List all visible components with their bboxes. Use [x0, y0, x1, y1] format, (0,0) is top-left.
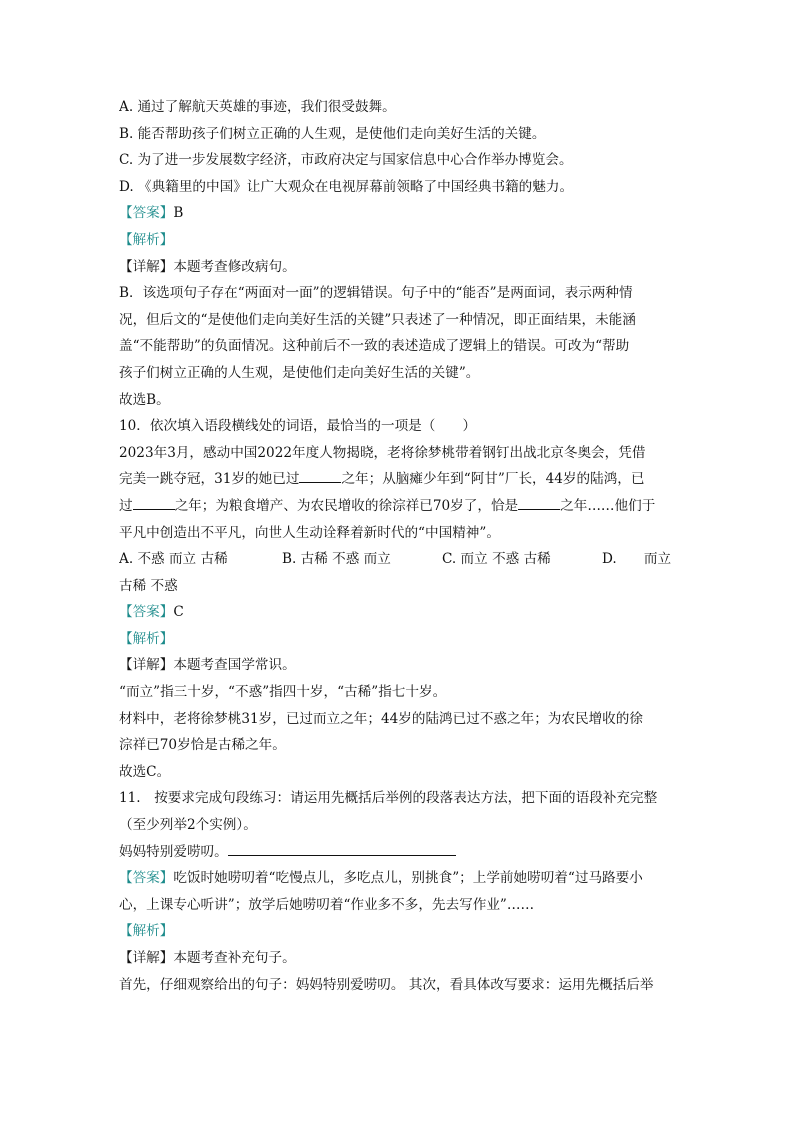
q9-answer	[119, 200, 679, 227]
q10-option-b: B. 古稀 不惑 而立	[282, 551, 391, 568]
q11-detail	[119, 945, 679, 972]
passage-text: 之年；为粮食增产、为农民增收的徐淙祥已70岁了，恰是	[174, 497, 519, 514]
q10-option-d: D. 而立	[602, 551, 672, 568]
answer-blank	[228, 841, 456, 856]
answer-tag: 【答案】	[119, 604, 174, 621]
q9-option-c: C. 为了进一步发展数字经济，市政府决定与国家信息中心合作举办博览会。	[119, 152, 573, 169]
passage-text: 之年；从脑瘫少年到“阿甘”厂长，44岁的陆鸿，已	[341, 471, 645, 488]
analysis-tag: 【解析】	[119, 923, 174, 940]
passage-text: 过	[119, 497, 133, 514]
q10-explanation-3: 淙祥已70岁恰是古稀之年。	[119, 737, 286, 754]
detail-text: 本题考查补充句子。	[173, 950, 296, 966]
answer-value: B	[173, 205, 184, 222]
q9-conclusion: 故选B。	[119, 391, 170, 408]
answer-value: C	[173, 604, 184, 621]
q10-passage-1: 2023年3月，感动中国2022年度人物揭晓，老将徐梦桃带着钢钉出战北京冬奥会，凭借	[119, 444, 646, 461]
answer-text: 吃饭时她唠叨着“吃慢点儿，多吃点儿，别挑食”；上学前她唠叨着“过马路要小	[173, 870, 643, 887]
q9-detail	[119, 254, 679, 281]
passage-text: 之年……他们于	[560, 497, 656, 514]
detail-tag: 【详解】	[119, 657, 174, 674]
q9-explanation-2: 况，但后文的“是使他们走向美好生活的关键”只表述了一种情况，即正面结果，未能涵	[119, 311, 636, 328]
q9-explanation-1: B．该选项句子存在“两面对一面”的逻辑错误。句子中的“能否”是两面词，表示两种情	[119, 285, 633, 302]
q11-answer-2: 心，上课专心听讲”；放学后她唠叨着“作业多不多，先去写作业”……	[119, 896, 535, 913]
q10-detail	[119, 652, 679, 679]
fill-blank-2	[133, 495, 175, 510]
q11-stem-2: （至少列举2个实例）。	[119, 817, 257, 834]
analysis-tag: 【解析】	[119, 630, 174, 647]
q9-explanation-4: 孩子们树立正确的人生观，是使他们走向美好生活的关键”。	[119, 364, 480, 381]
answer-tag: 【答案】	[119, 205, 174, 222]
detail-text: 本题考查国学常识。	[173, 657, 296, 674]
q10-conclusion: 故选C。	[119, 763, 171, 780]
fill-blank-3	[518, 495, 560, 510]
q10-passage-4: 平凡中创造出不平凡，向世人生动诠释着新时代的“中国精神”。	[119, 524, 500, 541]
q9-option-b: B. 能否帮助孩子们树立正确的人生观，是使他们走向美好生活的关键。	[119, 125, 546, 142]
q10-analysis	[119, 626, 679, 653]
q10-passage-2	[119, 466, 679, 493]
answer-tag: 【答案】	[119, 870, 174, 887]
q9-option-d: D. 《典籍里的中国》让广大观众在电视屏幕前领略了中国经典书籍的魅力。	[119, 178, 574, 195]
q10-passage-3	[119, 493, 679, 520]
q11-answer-1	[119, 865, 679, 892]
q9-option-a: A. 通过了解航天英雄的事迹，我们很受鼓舞。	[119, 99, 396, 115]
prompt-text: 妈妈特别爱唠叨。	[119, 843, 228, 860]
fill-blank-1	[299, 468, 341, 483]
q10-explanation-1: “而立”指三十岁，“不惑”指四十岁，“古稀”指七十岁。	[119, 684, 447, 701]
passage-text: 完美一跳夺冠，31岁的她已过	[119, 471, 300, 488]
q10-options	[119, 546, 679, 573]
q9-explanation-3: 盖“不能帮助”的负面情况。这种前后不一致的表述造成了逻辑上的错误。可改为“帮助	[119, 338, 630, 355]
q11-prompt	[119, 839, 679, 866]
document-page	[119, 94, 679, 998]
detail-text: 本题考查修改病句。	[173, 258, 296, 275]
q11-explanation-1: 首先，仔细观察给出的句子：妈妈特别爱唠叨。 其次，看具体改写要求：运用先概括后举	[119, 976, 654, 993]
q11-analysis	[119, 918, 679, 945]
analysis-tag: 【解析】	[119, 231, 174, 248]
q10-explanation-2: 材料中，老将徐梦桃31岁，已过而立之年；44岁的陆鸿已过不惑之年；为农民增收的徐	[119, 710, 643, 727]
q9-analysis	[119, 227, 679, 254]
detail-tag: 【详解】	[119, 950, 174, 966]
q10-option-a: A. 不惑 而立 古稀	[119, 551, 228, 568]
detail-tag: 【详解】	[119, 258, 174, 275]
q10-option-c: C. 而立 不惑 古稀	[442, 551, 551, 568]
q10-stem: 10．依次填入语段横线处的词语，最恰当的一项是（ ）	[119, 418, 477, 435]
q11-stem-1: 11. 按要求完成句段练习：请运用先概括后举例的段落表达方法，把下面的语段补充完整	[119, 790, 658, 807]
q10-answer	[119, 599, 679, 626]
q10-option-d-cont: 古稀 不惑	[119, 577, 178, 594]
